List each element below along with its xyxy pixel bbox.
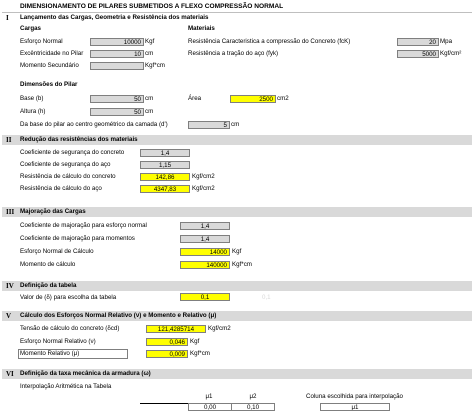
d-linha-input[interactable]: 5 [188, 121, 230, 129]
esforco-normal-unit: Kgf [145, 38, 155, 45]
sheet-title: DIMENSIONAMENTO DE PILARES SUBMETIDOS A FLEXO COMPRESSÃO NORMAL [20, 3, 284, 10]
fck-label: Resistência Caracteristica a compressão do Concreto (fcK) [188, 38, 351, 45]
section-i-title: Lançamento das Cargas, Geometria e Resistência dos materiais [20, 14, 209, 21]
res-calc-aco-output: 4347,83 [140, 185, 190, 193]
coluna-escolhida-label: Coluna escolhida para interpolação [306, 393, 404, 400]
d-linha-label: Da base do pilar ao centro geométrico da camada (d') [20, 121, 168, 128]
materiais-heading: Materiais [188, 25, 215, 32]
section-iii-number: III [6, 208, 15, 216]
area-unit: cm2 [277, 95, 289, 102]
momento-calculo-label: Momento de cálculo [20, 261, 76, 268]
momento-secundario-label: Momento Secundário [20, 62, 79, 69]
fyk-input[interactable]: 5000 [397, 50, 439, 58]
area-label: Área [188, 95, 202, 102]
title-divider [2, 12, 472, 13]
fyk-label: Resistência a tração do aço (fyk) [188, 50, 279, 57]
section-vi-title: Definição da taxa mecânica da armadura (ω) [20, 370, 151, 377]
esforco-relativo-label: Esforço Normal Relativo (ν) [20, 338, 96, 345]
coef-seg-concreto-input[interactable]: 1,4 [140, 149, 190, 157]
res-calc-aco-unit: Kgf/cm2 [192, 185, 215, 192]
base-input[interactable]: 50 [90, 95, 144, 103]
altura-input[interactable]: 50 [90, 108, 144, 116]
coef-seg-aco-input[interactable]: 1,15 [140, 161, 190, 169]
area-output: 2500 [230, 95, 276, 103]
coef-maj-momentos-input[interactable]: 1,4 [180, 235, 230, 243]
mu1-value: 0,00 [188, 403, 232, 411]
res-calc-concreto-output: 142,86 [140, 173, 190, 181]
section-iii-title: Majoração das Cargas [20, 208, 86, 215]
cargas-heading: Cargas [20, 25, 41, 32]
section-v-title: Cálculo dos Esforços Normal Relativo (ν) e Momento e Relativo (μ) [20, 312, 217, 319]
base-unit: cm [145, 95, 154, 102]
d-linha-unit: cm [231, 121, 240, 128]
tensao-calculo-label: Tensão de cálculo do concreto (δcd) [20, 325, 120, 332]
section-ii-number: II [6, 136, 12, 144]
coef-maj-normal-label: Coeficiente de majoração para esforço normal [20, 222, 147, 229]
excentricidade-label: Excêntricidade no Pilar [20, 50, 84, 57]
altura-unit: cm [145, 108, 154, 115]
momento-relativo-unit: Kgf*cm [190, 350, 210, 357]
delta-label: Valor de (δ) para escolha da tabela [20, 294, 117, 301]
section-ii-title: Redução das resistências dos materiais [20, 136, 138, 143]
section-vi-number: VI [6, 370, 14, 378]
base-label: Base (b) [20, 95, 44, 102]
section-iv-number: IV [6, 282, 14, 290]
momento-calculo-unit: Kgf*cm [232, 261, 252, 268]
tensao-calculo-output: 121,4285714 [146, 325, 206, 333]
delta-hidden-value: 0,1 [262, 294, 271, 301]
mu2-value: 0,10 [231, 403, 275, 411]
section-i-number: I [6, 14, 9, 22]
esforco-relativo-output: 0,046 [146, 338, 188, 346]
esforco-calculo-output: 14000 [180, 248, 230, 256]
altura-label: Altura (h) [20, 108, 46, 115]
momento-relativo-label: Momento Relativo (μ) [20, 350, 80, 357]
mu1-header: μ1 [205, 393, 213, 400]
fck-unit: Mpa [440, 38, 453, 45]
esforco-relativo-unit: Kgf [190, 338, 200, 345]
res-calc-concreto-label: Resistência de cálculo do concreto [20, 173, 116, 180]
esforco-normal-input[interactable]: 10000 [90, 38, 144, 46]
delta-output: 0,1 [180, 293, 230, 301]
res-calc-concreto-unit: Kgf/cm2 [192, 173, 215, 180]
momento-calculo-output: 140000 [180, 261, 230, 269]
coluna-escolhida-value: μ1 [320, 403, 390, 411]
section-iv-title: Definição da tabela [20, 282, 77, 289]
interpolacao-label: Interpolação Aritmética na Tabela [20, 383, 112, 390]
coef-maj-momentos-label: Coeficiente de majoração para momentos [20, 235, 135, 242]
fck-input[interactable]: 20 [397, 38, 439, 46]
section-v-number: V [6, 312, 12, 320]
momento-secundario-input[interactable] [90, 62, 144, 70]
coef-seg-concreto-label: Coeficiente de segurança do concreto [20, 149, 125, 156]
esforco-normal-label: Esforço Normal [20, 38, 63, 45]
res-calc-aco-label: Resistência de cálculo do aço [20, 185, 102, 192]
excentricidade-unit: cm [145, 50, 154, 57]
coef-maj-normal-input[interactable]: 1,4 [180, 222, 230, 230]
table-rule [140, 403, 188, 404]
tensao-calculo-unit: Kgf/cm2 [208, 325, 231, 332]
mu2-header: μ2 [249, 393, 257, 400]
coef-seg-aco-label: Coeficiente de segurança do aço [20, 161, 111, 168]
momento-secundario-unit: Kgf*cm [145, 62, 165, 69]
dimensoes-heading: Dimensões do Pilar [20, 81, 78, 88]
fyk-unit: Kgf/cm² [440, 50, 462, 57]
esforco-calculo-unit: Kgf [232, 248, 242, 255]
momento-relativo-output: 0,009 [146, 350, 188, 358]
esforco-calculo-label: Esforço Normal de Cálculo [20, 248, 94, 255]
excentricidade-input[interactable]: 10 [90, 50, 144, 58]
